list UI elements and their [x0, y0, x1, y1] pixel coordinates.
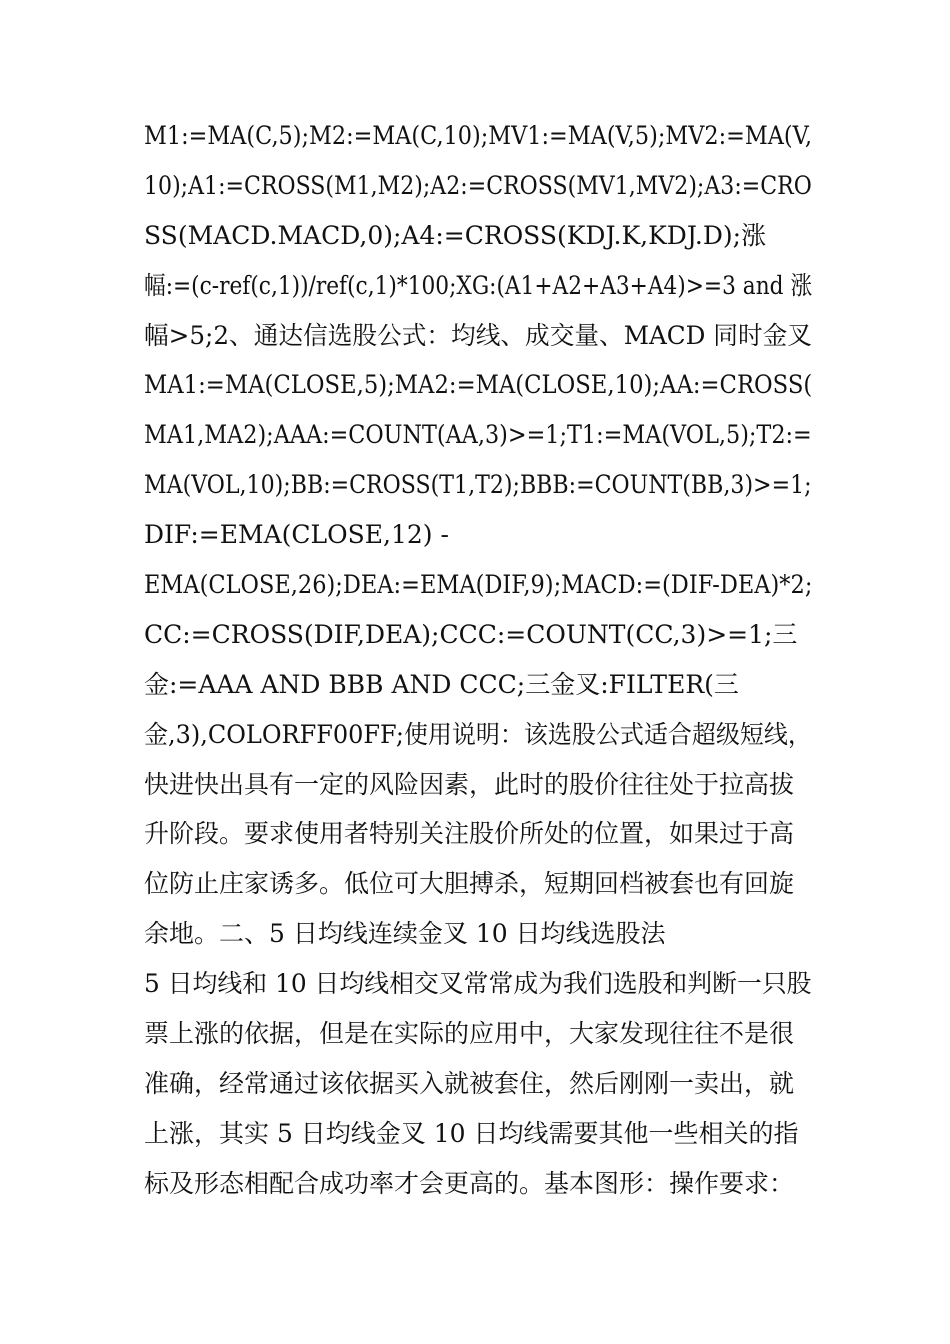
document-body	[144, 111, 814, 1209]
text-line: MA1,MA2);AAA:=COUNT(AA,3)>=1;T1:=MA(VOL,5);T2:=	[144, 420, 812, 450]
text-line: MA(VOL,10);BB:=CROSS(T1,T2);BBB:=COUNT(BB,3)>=1;	[144, 470, 812, 500]
text-line: 准确，经常通过该依据买入就被套住，然后刚刚一卖出，就	[144, 1068, 795, 1098]
text-line: MA1:=MA(CLOSE,5);MA2:=MA(CLOSE,10);AA:=CROSS(	[144, 370, 813, 400]
text-line: 上涨，其实 5 日均线金叉 10 日均线需要其他一些相关的指	[144, 1118, 799, 1148]
text-line: 标及形态相配合成功率才会更高的。基本图形：操作要求：	[144, 1168, 795, 1198]
text-line: 金:=AAA AND BBB AND CCC;三金叉:FILTER(三	[144, 669, 739, 699]
text-line: 位防止庄家诱多。低位可大胆搏杀，短期回档被套也有回旋	[144, 869, 795, 899]
text-line: 幅>5;2、通达信选股公式：均线、成交量、MACD 同时金叉	[144, 320, 812, 350]
text-line: 余地。二、5 日均线连续金叉 10 日均线选股法	[144, 919, 666, 949]
text-line: SS(MACD.MACD,0);A4:=CROSS(KDJ.K,KDJ.D);涨	[144, 220, 767, 250]
text-line: CC:=CROSS(DIF,DEA);CCC:=COUNT(CC,3)>=1;三	[144, 619, 798, 649]
text-line: 票上涨的依据，但是在实际的应用中，大家发现往往不是很	[144, 1019, 795, 1049]
text-line: 5 日均线和 10 日均线相交叉常常成为我们选股和判断一只股	[144, 969, 812, 999]
text-line: DIF:=EMA(CLOSE,12) -	[144, 520, 449, 550]
text-line: EMA(CLOSE,26);DEA:=EMA(DIF,9);MACD:=(DIF-DEA)*2;	[144, 570, 813, 600]
text-line: 幅:=(c-ref(c,1))/ref(c,1)*100;XG:(A1+A2+A3+A4)>=3 and 涨	[144, 270, 813, 300]
text-line: 升阶段。要求使用者特别关注股价所处的位置，如果过于高	[144, 819, 795, 849]
text-line: 快进快出具有一定的风险因素，此时的股价往往处于拉高拔	[144, 769, 795, 799]
text-line: M1:=MA(C,5);M2:=MA(C,10);MV1:=MA(V,5);MV2:=MA(V,	[144, 121, 812, 150]
text-line: 金,3),COLORFF00FF;使用说明：该选股公式适合超级短线，	[144, 719, 812, 749]
text-line: 10);A1:=CROSS(M1,M2);A2:=CROSS(MV1,MV2);A3:=CRO	[144, 170, 812, 200]
